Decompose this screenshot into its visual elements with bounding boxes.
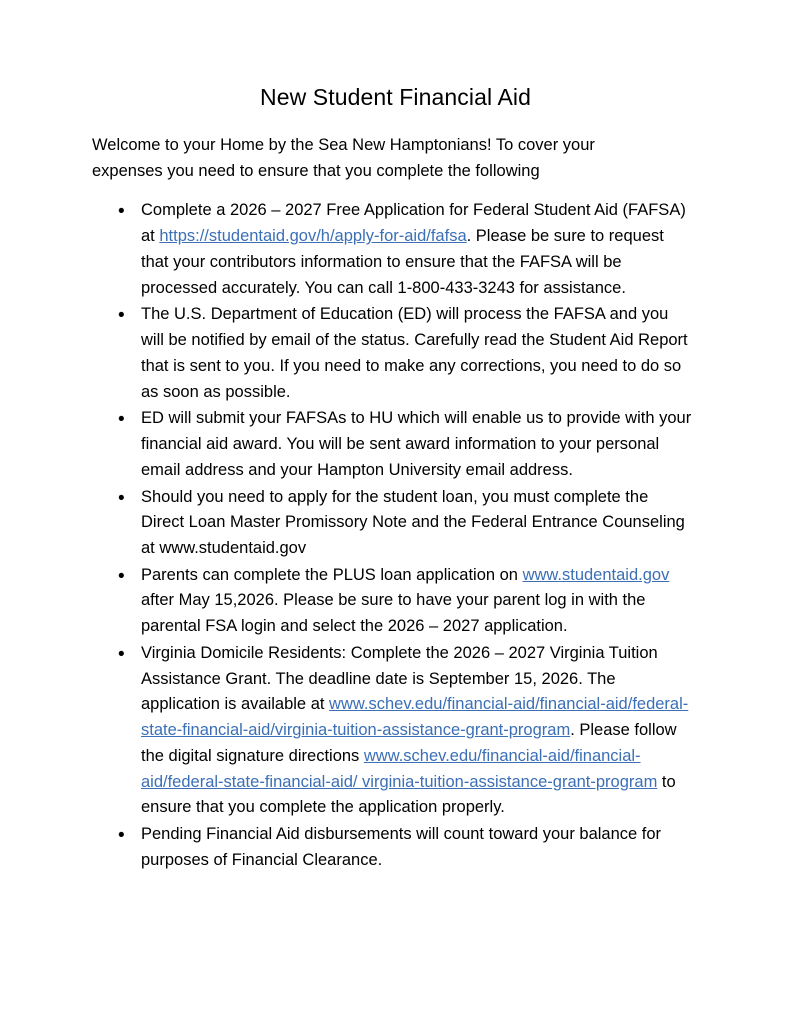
instructions-list: [92, 198, 699, 873]
list-item-text: Virginia Domicile Residents: Complete the 2026 – 2027 Virginia Tuition Assistance Grant. The deadline date is September 15, 2026. The application is available at: [141, 643, 658, 714]
url-text-student-loan: www.studentaid.gov: [159, 539, 307, 558]
link-virginia-domicile[interactable]: www.schev.edu/financial-aid/financial-aid/federal-state-financial-aid/ virginia-tuition-assistance-grant-program: [141, 746, 658, 791]
link-plus-loan[interactable]: www.studentaid.gov: [522, 565, 670, 584]
list-item-ed-processing: [92, 302, 699, 405]
link-virginia-domicile[interactable]: www.schev.edu/financial-aid/financial-aid/federal-state-financial-aid/virginia-tuition-assistance-grant-program: [141, 695, 689, 740]
list-item-text: after May 15,2026. Please be sure to have your parent log in with the parental FSA login and select the 2026 – 2027 application.: [141, 591, 646, 636]
link-fafsa-application[interactable]: https://studentaid.gov/h/apply-for-aid/fafsa: [159, 227, 467, 246]
list-item-text: . Please be sure to request that your contributors information to ensure that the FAFSA will be processed accurately. You can call 1-800-433-3243 for assistance.: [141, 227, 664, 297]
list-item-award-notification: [92, 406, 699, 483]
list-item-text: ED will submit your FAFSAs to HU which will enable us to provide with your financial aid award. You will be sent award information to your personal email address and your Hampton University email address.: [141, 409, 692, 479]
list-item-text: Parents can complete the PLUS loan application on: [141, 565, 523, 584]
list-item-text: Should you need to apply for the student loan, you must complete the Direct Loan Master Promissory Note and the Federal Entrance Counseling at: [141, 487, 685, 558]
list-item-plus-loan: [92, 563, 699, 640]
list-item-text: The U.S. Department of Education (ED) will process the FAFSA and you will be notified by email of the status. Carefully read the Student Aid Report that is sent to you. If you need to make any corrections, you need to do so as soon as possible.: [141, 305, 688, 401]
list-item-text: to ensure that you complete the application properly.: [141, 772, 676, 817]
list-item-text: Complete a 2026 – 2027 Free Application for Federal Student Aid (FAFSA) at: [141, 201, 686, 246]
list-item-virginia-domicile: [92, 641, 699, 821]
intro-paragraph: Welcome to your Home by the Sea New Hamptonians! To cover your expenses you need to ensure that you complete the following: [92, 136, 595, 180]
list-item-text: Pending Financial Aid disbursements will count toward your balance for purposes of Financial Clearance.: [141, 825, 662, 869]
page-title: New Student Financial Aid: [260, 84, 531, 110]
list-item-pending-disbursements: [92, 822, 699, 873]
list-item-fafsa-application: [92, 198, 699, 301]
list-item-student-loan: [92, 485, 699, 562]
list-item-text: . Please follow the digital signature directions: [141, 721, 677, 765]
